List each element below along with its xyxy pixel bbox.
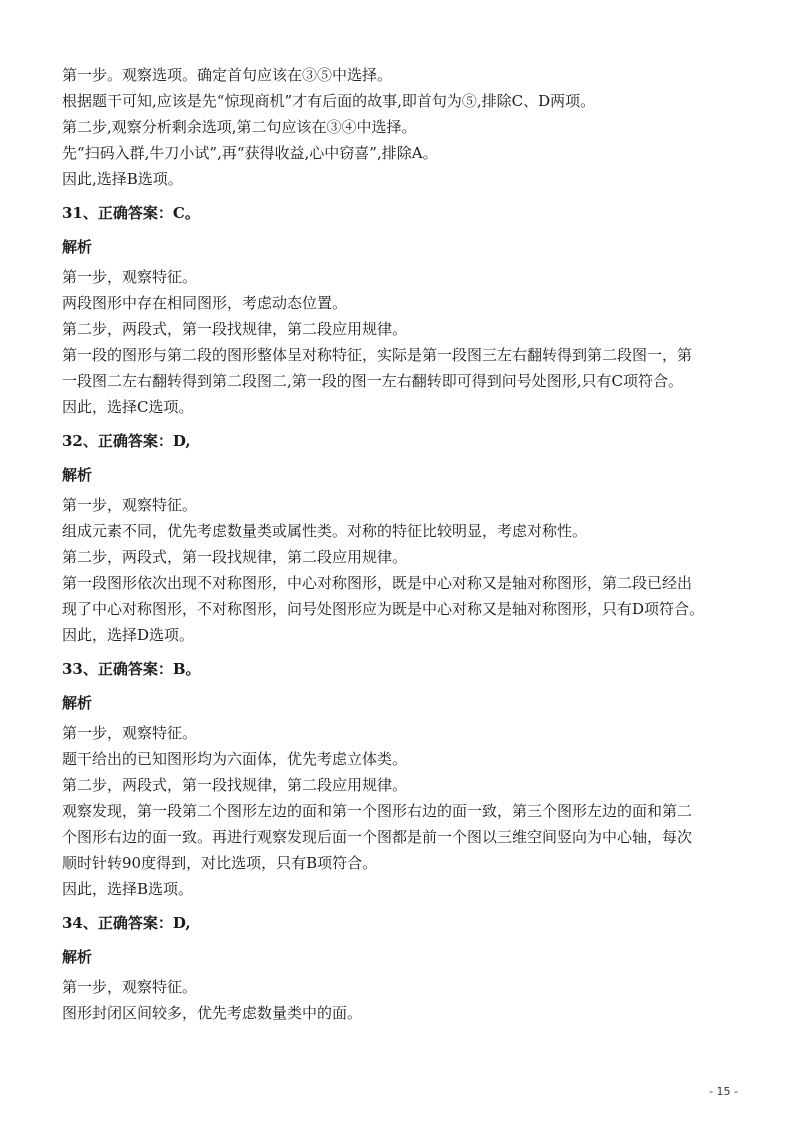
question-34-answer-heading: 34、正确答案：D, bbox=[62, 914, 191, 932]
question-31-section bbox=[62, 200, 752, 420]
question-34-analysis-label: 解析 bbox=[62, 948, 93, 966]
question-34-section bbox=[62, 910, 752, 1026]
question-33-line-2: 题干给出的已知图形均为六面体，优先考虑立体类。 bbox=[62, 750, 408, 768]
question-33-line-7: 因此，选择B选项。 bbox=[62, 880, 194, 898]
question-32-section bbox=[62, 428, 752, 648]
question-33-line-5: 个图形右边的面一致。再进行观察发现后面一个图都是前一个图以三维空间竖向为中心轴，每次 bbox=[62, 828, 693, 846]
question-31-line-1: 第一步，观察特征。 bbox=[62, 268, 198, 286]
document-page bbox=[62, 62, 752, 1026]
question-34-line-1: 第一步，观察特征。 bbox=[62, 978, 198, 996]
question-31-answer-heading: 31、正确答案：C。 bbox=[62, 204, 200, 222]
question-34-line-2: 图形封闭区间较多，优先考虑数量类中的面。 bbox=[62, 1004, 363, 1022]
question-31-analysis-label: 解析 bbox=[62, 238, 93, 256]
question-33-section bbox=[62, 656, 752, 902]
question-31-line-6: 因此，选择C选项。 bbox=[62, 398, 194, 416]
question-32-line-3: 第二步，两段式，第一段找规律，第二段应用规律。 bbox=[62, 548, 408, 566]
question-32-line-2: 组成元素不同，优先考虑数量类或属性类。对称的特征比较明显，考虑对称性。 bbox=[62, 522, 588, 540]
question-33-line-1: 第一步，观察特征。 bbox=[62, 724, 198, 742]
question-31-line-3: 第二步，两段式，第一段找规律，第二段应用规律。 bbox=[62, 320, 408, 338]
question-33-line-4: 观察发现，第一段第二个图形左边的面和第一个图形右边的面一致，第三个图形左边的面和第二 bbox=[62, 802, 693, 820]
question-32-line-5: 现了中心对称图形，不对称图形，问号处图形应为既是中心对称又是轴对称图形，只有D项符合。 bbox=[62, 600, 705, 618]
question-32-line-1: 第一步，观察特征。 bbox=[62, 496, 198, 514]
intro-line-2: 根据题干可知,应该是先“惊现商机”才有后面的故事,即首句为⑤,排除C、D两项。 bbox=[62, 92, 596, 110]
intro-line-3: 第二步,观察分析剩余选项,第二句应该在③④中选择。 bbox=[62, 118, 417, 136]
question-33-analysis-label: 解析 bbox=[62, 694, 93, 712]
question-33-line-6: 顺时针转90度得到，对比选项，只有B项符合。 bbox=[62, 854, 378, 872]
intro-line-4: 先“扫码入群,牛刀小试”,再“获得收益,心中窃喜”,排除A。 bbox=[62, 144, 438, 162]
question-32-line-4: 第一段图形依次出现不对称图形，中心对称图形，既是中心对称又是轴对称图形，第二段已经出 bbox=[62, 574, 693, 592]
intro-section bbox=[62, 62, 752, 192]
page-number: - 15 - bbox=[709, 1085, 738, 1098]
intro-line-1: 第一步。观察选项。确定首句应该在③⑤中选择。 bbox=[62, 66, 393, 84]
question-32-answer-heading: 32、正确答案：D, bbox=[62, 432, 191, 450]
question-31-line-5: 一段图二左右翻转得到第二段图二,第一段的图一左右翻转即可得到问号处图形,只有C项符合。 bbox=[62, 372, 684, 390]
question-32-line-6: 因此，选择D选项。 bbox=[62, 626, 195, 644]
question-32-analysis-label: 解析 bbox=[62, 466, 93, 484]
question-31-line-2: 两段图形中存在相同图形，考虑动态位置。 bbox=[62, 294, 348, 312]
intro-line-5: 因此,选择B选项。 bbox=[62, 170, 183, 188]
question-33-line-3: 第二步，两段式，第一段找规律，第二段应用规律。 bbox=[62, 776, 408, 794]
question-31-line-4: 第一段的图形与第二段的图形整体呈对称特征，实际是第一段图三左右翻转得到第二段图一，第 bbox=[62, 346, 693, 364]
question-33-answer-heading: 33、正确答案：B。 bbox=[62, 660, 201, 678]
